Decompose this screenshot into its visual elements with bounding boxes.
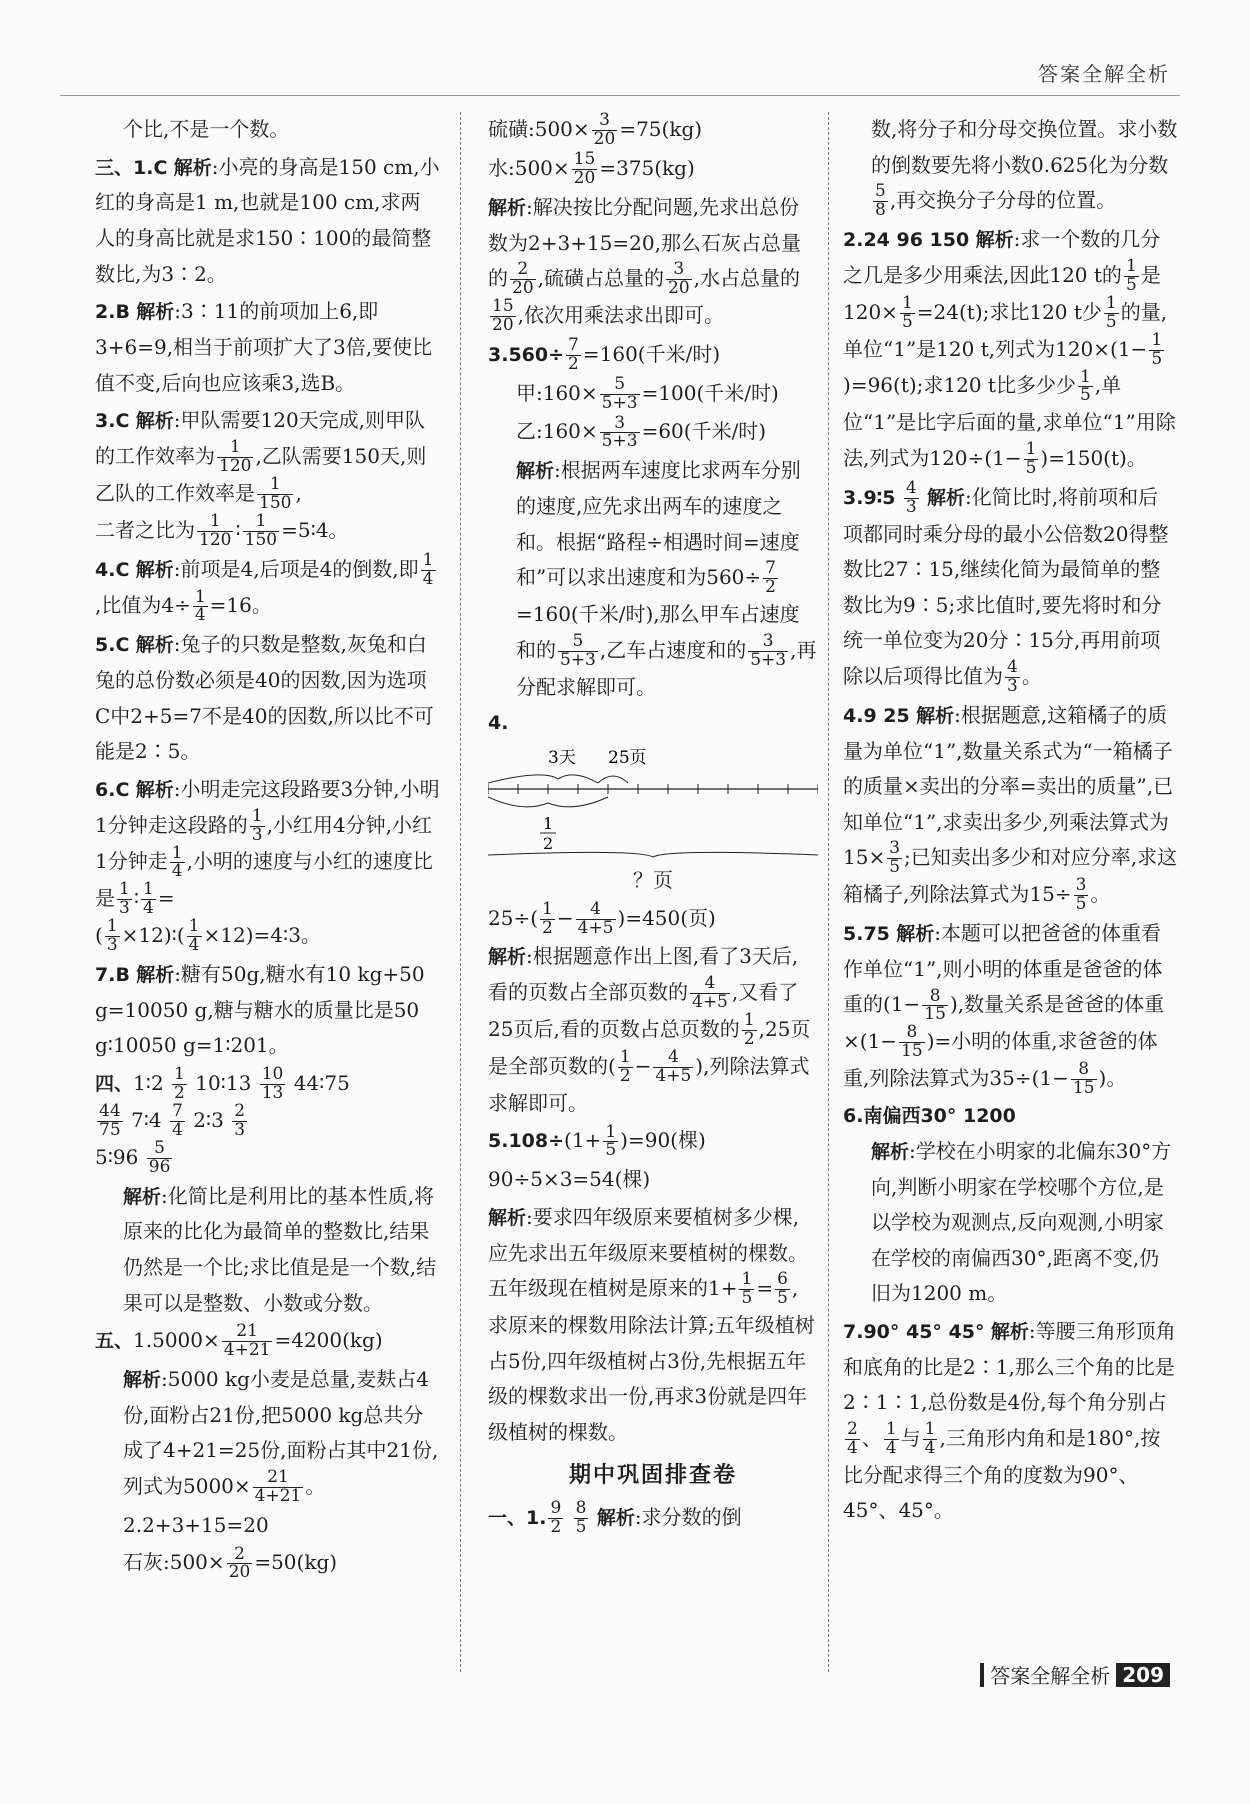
analysis-text: :本题可以把爸爸的体重看作单位“1”,则小明的体重是爸爸的体重的 xyxy=(843,921,1163,1017)
item-number: 一、1. xyxy=(488,1506,547,1529)
fraction: $\frac{4}{3}$ xyxy=(905,477,917,517)
answer-item xyxy=(95,294,440,401)
equation: =100(千米/时) xyxy=(641,380,779,405)
item-number: 6.C xyxy=(95,778,130,801)
fraction: $\frac{4}{4+5}$ xyxy=(655,1047,692,1086)
half-numerator: 1 xyxy=(543,814,554,833)
analysis-text: ,小明的速度与小红的速度比是 xyxy=(95,849,433,911)
item-number: 6.南偏西30° 1200 xyxy=(843,1104,1016,1127)
analysis-label: 解析 xyxy=(896,923,935,945)
answer-item: 6.C 解析:小明走完这段路要3分钟,小明1分钟走这段路的 $\frac{1}{3}$ ,小红用4分钟,小红1分钟走 $\frac{1}{4}$ ,小明的速度与小红的速度比是 $\frac{1}{3}$ ∶ $\frac{1}{4}$ = ( $\frac{1}{3}$ ×12)∶( $\frac{1}{4}$ ×12)=4∶3。 xyxy=(95,776,440,956)
answer-value: 7∶4 xyxy=(131,1107,162,1132)
answer-item: 2.24 96 150 解析:求一个数的几分之几是多少用乘法,因此120 t的 $\frac{1}{5}$ 是120× $\frac{1}{5}$ =24(t);求比120 t少 $\frac{1}{5}$ 的量,单位“1”是120 t,列式为120×(1− $\frac{1}{5}$ )=96(t);求120 t比多少少 $\frac{1}{5}$ ,单位“1”是比字后面的量,求单位“1”用除法,列式为120÷(1− $\frac{1}{5}$ )=150(t)。 xyxy=(843,227,1176,478)
analysis-text: :小明走完这段路要3分钟,小明1分钟走这段路的 xyxy=(95,776,440,837)
analysis-paragraph: 解析:5000 kg小麦是总量,麦麸占4份,面粉占21份,把5000 kg总共分成了4+21=25份,面粉占其中21份,列式为5000× $\frac{21}{4+21}$ 。 xyxy=(123,1366,439,1506)
answer-value: 5∶96 xyxy=(95,1144,139,1169)
analysis-text: :要求四年级原来要植树多少棵,应先求出五年级原来要植树的棵数。五年级现在植树是原来的 xyxy=(488,1204,808,1301)
analysis-text: ,乙队需要150天,则乙队的工作效率是 xyxy=(95,444,427,505)
fraction: $\frac{1}{4}$ xyxy=(924,1419,936,1458)
fraction: $\frac{1}{5}$ xyxy=(901,292,913,332)
analysis-label: 解析 xyxy=(135,558,174,581)
fraction: $\frac{3}{5}$ xyxy=(889,838,901,878)
analysis-label: 解析 xyxy=(123,1368,162,1391)
analysis-text: =4∶3。 xyxy=(253,923,321,948)
fraction: $\frac{4}{3}$ xyxy=(1007,657,1018,696)
analysis-text: :等腰三角形顶角和底角的比是2∶1,那么三个角的比是2∶1∶1,总份数是4份,每个角分别占 xyxy=(843,1318,1176,1415)
fraction: $\frac{1}{5}$ xyxy=(1151,329,1163,369)
section-label: 三、 xyxy=(95,156,134,179)
analysis-text: :根据题意作出上图,看了3天后,看的页数占全部页数的 xyxy=(488,944,799,1005)
analysis-text: ,再分配求解即可。 xyxy=(516,637,817,699)
analysis-label: 解析 xyxy=(135,778,174,801)
footer-title: 答案全解全析 xyxy=(990,1664,1111,1688)
analysis-text: :化简比时,将前项和后项都同时乘分母的最小公倍数20得整数比27∶15,继续化简为最简单的整数比为9∶5;求比值时,要先将时和分统一单位变为20分∶15分,再用前项除以后项得比值为 xyxy=(843,484,1169,688)
page-number: 209 xyxy=(1116,1663,1170,1687)
equation: 90÷5×3=54(棵) xyxy=(488,1167,651,1192)
analysis-label: 解析 xyxy=(135,410,174,433)
fraction: $\frac{4}{4+5}$ xyxy=(577,898,614,938)
equation-line: 5.108÷(1+ $\frac{1}{5}$ )=90(棵) xyxy=(488,1121,706,1161)
fraction: $\frac{1}{4}$ xyxy=(422,549,434,589)
analysis-paragraph xyxy=(95,1179,440,1322)
segment-diagram-svg xyxy=(488,745,818,865)
item-number: 4.C xyxy=(95,558,130,581)
fraction: $\frac{3}{20}$ xyxy=(668,259,690,299)
analysis-text: :根据题意,这箱橘子的质量为单位“1”,数量关系式为“一箱橘子的质量×卖出的分率=卖出的质量”,已知单位“1”,求卖出多少,列乘法算式为15× xyxy=(843,702,1174,870)
column-divider xyxy=(828,112,829,1672)
equation: 2.2+3+15=20 xyxy=(123,1512,269,1537)
analysis-text: :学校在小明家的北偏东30°方向,判断小明家在学校哪个方位,是以学校为观测点,反向观测,小明家在学校的南偏西30°,距离不变,仍旧为1200 m。 xyxy=(871,1138,1172,1306)
equation: =75(kg) xyxy=(619,117,703,141)
analysis-label: 解析 xyxy=(596,1506,635,1529)
equation-line xyxy=(488,151,818,188)
fraction: $\frac{1}{2}$ xyxy=(619,1047,631,1086)
fraction: $\frac{2}{20}$ xyxy=(228,1543,251,1583)
analysis-paragraph: 解析:要求四年级原来要植树多少棵,应先求出五年级原来要植树的棵数。五年级现在植树是原来的1+ $\frac{1}{5}$ = $\frac{6}{5}$ ,求原来的棵数用除法计算;五年级植树占5份,四年级植树占3份,先根据五年级的棵数求出一份,再求3份就是四年级植树的棵数。 xyxy=(488,1204,815,1444)
fraction: $\frac{1}{120}$ xyxy=(219,437,252,476)
analysis-text: :求一个数的几分之几是多少用乘法,因此120 t的 xyxy=(843,227,1161,287)
section-label: 四、 xyxy=(95,1073,134,1095)
section-title: 期中巩固排查卷 xyxy=(568,1463,737,1489)
fraction: $\frac{3}{5}$ xyxy=(1075,875,1087,915)
analysis-text: ,求原来的棵数用除法计算;五年级植树占5份,四年级植树占3份,先根据五年级的棵数求出一份,再求3份就是四年级植树的棵数。 xyxy=(488,1276,815,1444)
section-label: 五、 xyxy=(95,1330,134,1353)
fraction: $\frac{1}{2}$ xyxy=(743,1010,755,1050)
footer-bar xyxy=(980,1663,984,1687)
fraction: $\frac{2}{20}$ xyxy=(512,259,534,299)
fraction: $\frac{8}{15}$ xyxy=(1072,1059,1095,1099)
fraction: $\frac{4}{4+5}$ xyxy=(692,973,728,1013)
fraction: $\frac{8}{5}$ xyxy=(575,1497,587,1537)
label-3-days: 3天 xyxy=(548,748,576,768)
equation: 1.5000× xyxy=(133,1328,220,1353)
analysis-paragraph: 解析:根据题意作出上图,看了3天后,看的页数占全部页数的 $\frac{4}{4+5}$ ,又看了25页后,看的页数占总页数的 $\frac{1}{2}$ ,25页是全部页数的( $\frac{1}{2}$ − $\frac{4}{4+5}$ ),列除法算式求解即可。 xyxy=(488,944,811,1115)
equation: 石灰:500× xyxy=(123,1550,225,1575)
item-number: 7.B xyxy=(95,964,130,986)
segment-diagram xyxy=(488,745,818,865)
item-number: 2.24 96 150 xyxy=(843,229,970,252)
analysis-text: 的量,单位“1”是120 t,列式为120× xyxy=(843,299,1168,361)
equation: =160(千米/时) xyxy=(582,341,721,366)
equation: 硫磺:500× xyxy=(488,117,590,141)
equation: =90(棵) xyxy=(627,1128,706,1153)
fraction: $\frac{1}{5}$ xyxy=(605,1121,617,1161)
analysis-text: :甲队需要120天完成,则甲队的工作效率为 xyxy=(95,408,426,468)
analysis-text: :化简比是利用比的基本性质,将原来的比化为最简单的整数比,结果仍然是一个比;求比值是是一个数,结果可以是整数、小数或分数。 xyxy=(123,1183,437,1315)
analysis-text: =16。 xyxy=(209,593,272,618)
item-number: 5.75 xyxy=(843,923,890,945)
analysis-text: ,比值为4÷ xyxy=(95,593,191,618)
fraction: $\frac{44}{75}$ xyxy=(99,1101,121,1140)
analysis-text: ,小红用4分钟,小红1分钟走 xyxy=(95,812,433,874)
analysis-text: 是120× xyxy=(843,262,1161,324)
equation-line xyxy=(488,112,818,149)
fraction: $\frac{9}{2}$ xyxy=(550,1497,562,1537)
fraction: $\frac{1}{4}$ xyxy=(885,1419,897,1458)
analysis-text: ,列除法算式求解即可。 xyxy=(488,1053,810,1115)
analysis-text: =150(t)。 xyxy=(1048,445,1147,470)
answer-item: 4.9 25 解析:根据题意,这箱橘子的质量为单位“1”,数量关系式为“一箱橘子的质量×卖出的分率=卖出的质量”,已知单位“1”,求卖出多少,列乘法算式为15× $\frac{3}{5}$ ;已知卖出多少和对应分率,求这箱橘子,列除法算式为15÷ $\frac{3}{5}$ 。 xyxy=(843,702,1178,915)
answer-item: 3.9∶5 $\frac{4}{3}$ 解析:化简比时,将前项和后项都同时乘分母的最小公倍数20得整数比27∶15,继续化简为最简单的整数比为9∶5;求比值时,要先将时和分统一单位变为20分∶15分,再用前项除以后项得比值为 $\frac{4}{3}$ 。 xyxy=(843,477,1169,696)
equation: 25÷ xyxy=(488,905,531,930)
fraction: $\frac{1}{5}$ xyxy=(1125,256,1137,295)
analysis-text: 二者之比为 xyxy=(95,517,195,542)
analysis-text: :前项是4,后项是4的倒数,即 xyxy=(173,556,419,581)
fraction: $\frac{8}{15}$ xyxy=(924,985,946,1025)
fraction: $\frac{10}{13}$ xyxy=(261,1064,284,1103)
fraction: $\frac{7}{2}$ xyxy=(568,334,579,374)
analysis-label: 解析 xyxy=(990,1320,1029,1343)
analysis-text: =24(t);求比120 t少 xyxy=(916,299,1102,324)
item-number: 3.9∶5 xyxy=(843,486,896,509)
answer-item: 7.90° 45° 45° 解析:等腰三角形顶角和底角的比是2∶1,那么三个角的比是2∶1∶1,总份数是4份,每个角分别占 $\frac{2}{4}$ 、 $\frac{1}{4}$ 与 $\frac{1}{4}$ ,三角形内角和是180°,按比分配求得三个角的度数为90°、45°、45°。 xyxy=(843,1318,1176,1523)
fraction: $\frac{7}{4}$ xyxy=(172,1101,183,1140)
fraction: $\frac{2}{4}$ xyxy=(847,1419,858,1458)
equation-line xyxy=(488,414,818,451)
analysis-label: 解析 xyxy=(488,196,527,219)
analysis-text: 数,将分子和分母交换位置。求小数的倒数要先将小数0.625化为分数 xyxy=(871,117,1178,177)
answer-item xyxy=(95,1066,440,1177)
analysis-text: ,三角形内角和是180°,按比分配求得三个角的度数为90°、45°、45°。 xyxy=(843,1425,1161,1523)
analysis-text: ,数量关系是爸爸的体重× xyxy=(843,992,1165,1054)
analysis-label: 解析 xyxy=(135,634,174,657)
analysis-text: ,硫磺占总量的 xyxy=(537,266,664,291)
analysis-text: =小明的体重,求爸爸的体重,列除法算式为35÷ xyxy=(843,1029,1158,1091)
equation-line xyxy=(95,1545,440,1582)
fraction: $\frac{1}{150}$ xyxy=(244,510,278,550)
analysis-text: :根据两车速度比求两车分别的速度,应先求出两车的速度之和。根据“路程÷相遇时间=速度和”可以求出速度和为560÷ xyxy=(516,458,801,590)
fraction: $\frac{1}{5}$ xyxy=(1025,438,1037,478)
fraction: $\frac{3}{20}$ xyxy=(593,110,616,149)
equation-line xyxy=(488,373,818,413)
analysis-text: :小亮的身高是150 cm,小红的身高是1 m,也就是100 cm,求两人的身高比就是求150∶100的最简整数比,为3∶2。 xyxy=(95,154,440,286)
fraction: $\frac{7}{2}$ xyxy=(765,558,776,598)
brace-total xyxy=(488,852,818,857)
equation: =450(页) xyxy=(625,905,716,930)
fraction: $\frac{15}{20}$ xyxy=(492,296,514,335)
answer-item xyxy=(488,1497,818,1537)
equation: 水:500× xyxy=(488,155,570,180)
answer-column-1 xyxy=(95,112,440,1584)
half-denominator: 2 xyxy=(543,834,554,853)
fraction: $\frac{1}{5}$ xyxy=(1105,292,1117,332)
analysis-text: ,依次用乘法求出即可。 xyxy=(517,302,724,327)
page-footer xyxy=(980,1660,1170,1689)
brace-3-days xyxy=(488,775,598,783)
equation: 3.560÷ xyxy=(488,343,565,366)
fraction: $\frac{1}{120}$ xyxy=(199,510,232,550)
answer-item xyxy=(95,549,440,626)
analysis-paragraph xyxy=(488,453,818,705)
fraction: $\frac{5}{8}$ xyxy=(875,181,886,221)
label-total-pages: ？页 xyxy=(633,868,673,892)
analysis-text: :5000 kg小麦是总量,麦麸占4份,面粉占21份,把5000 kg总共分成了4+21=25份,面粉占其中21份,列式为5000× xyxy=(123,1366,439,1498)
analysis-text: ,25页是全部页数的 xyxy=(488,1017,811,1078)
analysis-text: :解决按比分配问题,先求出总份数为2+3+15=20,那么石灰占总量的 xyxy=(488,194,801,291)
answer-value: 1∶2 xyxy=(133,1071,164,1095)
item-number: 7.90° 45° 45° xyxy=(843,1320,985,1343)
item-number: 1.C xyxy=(133,156,168,179)
analysis-text: =160(千米/时),那么甲车占速度和的 xyxy=(516,602,800,662)
item-number: 4. xyxy=(488,712,509,735)
fraction: $\frac{1}{4}$ xyxy=(188,916,200,956)
analysis-paragraph xyxy=(843,112,1178,220)
brace-half xyxy=(488,797,608,807)
item-number: 2.B xyxy=(95,301,130,324)
analysis-text: ,再交换分子分母的位置。 xyxy=(889,188,1117,213)
analysis-label: 解析 xyxy=(871,1140,910,1163)
fraction: $\frac{21}{4+21}$ xyxy=(254,1467,302,1506)
answer-item xyxy=(95,627,440,770)
analysis-label: 解析 xyxy=(173,156,212,179)
fraction: $\frac{1}{3}$ xyxy=(106,916,118,956)
analysis-label: 解析 xyxy=(916,704,955,727)
answer-value: 10∶13 xyxy=(195,1071,252,1095)
answer-value: 44∶75 xyxy=(293,1071,350,1095)
fraction: $\frac{1}{3}$ xyxy=(251,805,263,845)
analysis-paragraph xyxy=(843,1134,1178,1312)
fraction: $\frac{1}{150}$ xyxy=(259,474,292,513)
analysis-text: :糖有50g,糖水有10 kg+50 g=10050 g,糖与糖水的质量比是50 g∶10050 g=1∶201。 xyxy=(95,962,425,1058)
fraction: $\frac{2}{3}$ xyxy=(234,1101,246,1140)
fraction: $\frac{1}{5}$ xyxy=(1079,366,1091,406)
text-line: 个比,不是一个数。 xyxy=(123,117,290,141)
equation-line: 25÷( $\frac{1}{2}$ − $\frac{4}{4+5}$ )=450(页) xyxy=(488,898,716,938)
answer-column-3 xyxy=(843,112,1178,1531)
analysis-label: 解析 xyxy=(123,1185,162,1208)
analysis-text: ;已知卖出多少和对应分率,求这箱橘子,列除法算式为15÷ xyxy=(843,845,1178,907)
analysis-label: 解析 xyxy=(516,460,555,483)
fraction: $\frac{5}{96}$ xyxy=(148,1137,171,1177)
fraction: $\frac{6}{5}$ xyxy=(777,1269,788,1309)
analysis-text: =96(t);求120 t比多少少 xyxy=(850,373,1076,398)
fraction: $\frac{1}{3}$ xyxy=(119,879,130,919)
equation: 5.108÷ xyxy=(488,1130,565,1153)
equation: =50(kg) xyxy=(254,1550,338,1575)
label-25-pages: 25页 xyxy=(608,748,647,768)
fraction: $\frac{1}{5}$ xyxy=(741,1269,753,1309)
answer-item xyxy=(95,1323,440,1360)
equation: =4200(kg) xyxy=(274,1328,383,1353)
fraction: $\frac{1}{2}$ xyxy=(174,1064,185,1103)
analysis-text: ,乙车占速度和的 xyxy=(599,637,747,662)
column-divider xyxy=(460,112,461,1672)
analysis-text: ,单位“1”是比字后面的量,求单位“1”用除法,列式为120÷ xyxy=(843,373,1176,470)
answer-column-2 xyxy=(488,112,818,1538)
analysis-label: 解析 xyxy=(136,301,175,324)
analysis-text: :3∶11的前项加上6,即3+6=9,相当于前项扩大了3倍,要使比值不变,后向也应该乘3,选B。 xyxy=(95,299,433,395)
fraction: $\frac{15}{20}$ xyxy=(573,149,596,188)
equation: 乙:160× xyxy=(516,419,598,444)
item-number: 5.C xyxy=(95,634,130,657)
equation: 甲:160× xyxy=(516,380,598,405)
brace-25-pages xyxy=(598,776,628,783)
fraction: $\frac{21}{4+21}$ xyxy=(223,1321,271,1361)
analysis-text: ,又看了25页后,看的页数占总页数的 xyxy=(488,980,799,1042)
fraction: $\frac{8}{15}$ xyxy=(901,1022,923,1062)
answer-item: 3.C 解析:甲队需要120天完成,则甲队的工作效率为 $\frac{1}{120}$ ,乙队需要150天,则乙队的工作效率是 $\frac{1}{150}$ , 二者之比为 $\frac{1}{120}$ ∶ $\frac{1}{150}$ =5∶4。 xyxy=(95,408,427,550)
analysis-text: =5∶4。 xyxy=(281,517,349,542)
fraction: $\frac{1}{4}$ xyxy=(171,842,183,882)
fraction: $\frac{1}{4}$ xyxy=(143,879,154,919)
fraction: $\frac{3}{5+3}$ xyxy=(750,630,787,670)
analysis-text: ,水占总量的 xyxy=(693,266,800,291)
answer-item xyxy=(95,957,440,1064)
analysis-text: :兔子的只数是整数,灰兔和白兔的总份数必须是40的因数,因为选项C中2+5=7不是40的因数,所以比不可能是2∶5。 xyxy=(95,632,434,764)
analysis-text: :求分数的倒 xyxy=(634,1504,742,1529)
analysis-label: 解析 xyxy=(488,946,527,969)
analysis-paragraph xyxy=(488,190,818,335)
equation-line xyxy=(488,334,818,374)
answer-item: 5.75 解析:本题可以把爸爸的体重看作单位“1”,则小明的体重是爸爸的体重的(1− $\frac{8}{15}$ ),数量关系是爸爸的体重×(1− $\frac{8}{15}$ )=小明的体重,求爸爸的体重,列除法算式为35÷(1− $\frac{8}{15}$ )。 xyxy=(843,921,1165,1099)
fraction: $\frac{1}{2}$ xyxy=(542,898,553,938)
item-number: 3.C xyxy=(95,410,130,433)
analysis-label: 解析 xyxy=(975,229,1014,252)
item-number: 4.9 25 xyxy=(843,704,910,727)
analysis-label: 解析 xyxy=(488,1206,527,1229)
equation: =375(kg) xyxy=(599,155,695,180)
analysis-label: 解析 xyxy=(927,486,966,509)
analysis-label: 解析 xyxy=(136,964,175,986)
equation: =60(千米/时) xyxy=(641,419,767,444)
fraction: $\frac{1}{4}$ xyxy=(194,586,206,626)
fraction: $\frac{3}{5+3}$ xyxy=(601,412,638,452)
answer-item xyxy=(95,150,440,293)
header-divider xyxy=(60,95,1180,96)
fraction: $\frac{5}{5+3}$ xyxy=(601,373,638,413)
header-title: 答案全解全析 xyxy=(1038,62,1170,86)
answer-value: 2∶3 xyxy=(193,1107,224,1132)
fraction: $\frac{5}{5+3}$ xyxy=(560,630,596,670)
